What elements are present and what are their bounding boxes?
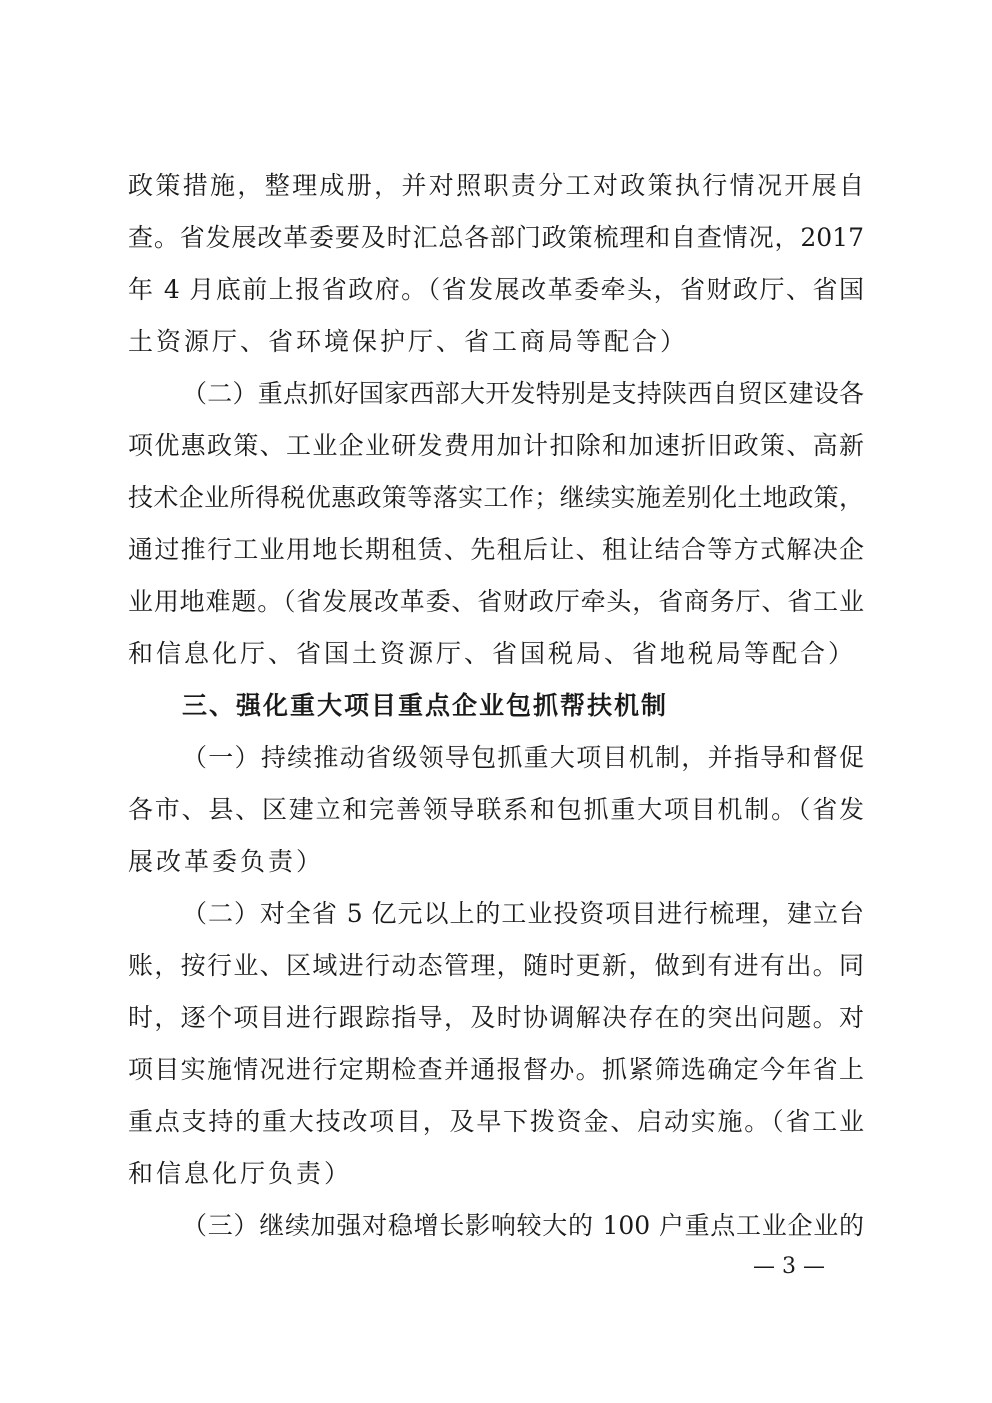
- text-line: 和信息化厅、省国土资源厅、省国税局、省地税局等配合）: [128, 639, 857, 668]
- page-number: — 3 —: [753, 1254, 825, 1279]
- text-line: 时，逐个项目进行跟踪指导，及时协调解决存在的突出问题。对: [128, 1003, 864, 1032]
- text-line: 政策措施，整理成册，并对照职责分工对政策执行情况开展自: [128, 171, 864, 200]
- text-line: 各市、县、区建立和完善领导联系和包抓重大项目机制。（省发: [128, 795, 864, 824]
- text-line: （一）持续推动省级领导包抓重大项目机制，并指导和督促: [182, 743, 864, 772]
- text-line: 土资源厅、省环境保护厅、省工商局等配合）: [128, 327, 689, 356]
- text-line: （二）对全省 5 亿元以上的工业投资项目进行梳理，建立台: [182, 899, 864, 928]
- text-line: 年 4 月底前上报省政府。（省发展改革委牵头，省财政厅、省国: [128, 275, 864, 304]
- text-line: 查。省发展改革委要及时汇总各部门政策梳理和自查情况，2017: [128, 223, 864, 252]
- text-line: 通过推行工业用地长期租赁、先租后让、租让结合等方式解决企: [128, 535, 864, 564]
- text-line: 展改革委负责）: [128, 847, 325, 876]
- section-heading: 三、强化重大项目重点企业包抓帮扶机制: [182, 691, 669, 720]
- text-line: （二）重点抓好国家西部大开发特别是支持陕西自贸区建设各: [182, 379, 864, 408]
- text-line: 和信息化厅负责）: [128, 1159, 353, 1188]
- text-line: 项目实施情况进行定期检查并通报督办。抓紧筛选确定今年省上: [128, 1055, 864, 1084]
- text-line: 技术企业所得税优惠政策等落实工作；继续实施差别化土地政策，: [128, 483, 864, 512]
- text-line: 重点支持的重大技改项目，及早下拨资金、启动实施。（省工业: [128, 1107, 864, 1136]
- text-line: （三）继续加强对稳增长影响较大的 100 户重点工业企业的: [182, 1211, 864, 1240]
- text-line: 账，按行业、区域进行动态管理，随时更新，做到有进有出。同: [128, 951, 864, 980]
- text-line: 项优惠政策、工业企业研发费用加计扣除和加速折旧政策、高新: [128, 431, 864, 460]
- text-line: 业用地难题。（省发展改革委、省财政厅牵头，省商务厅、省工业: [128, 587, 864, 616]
